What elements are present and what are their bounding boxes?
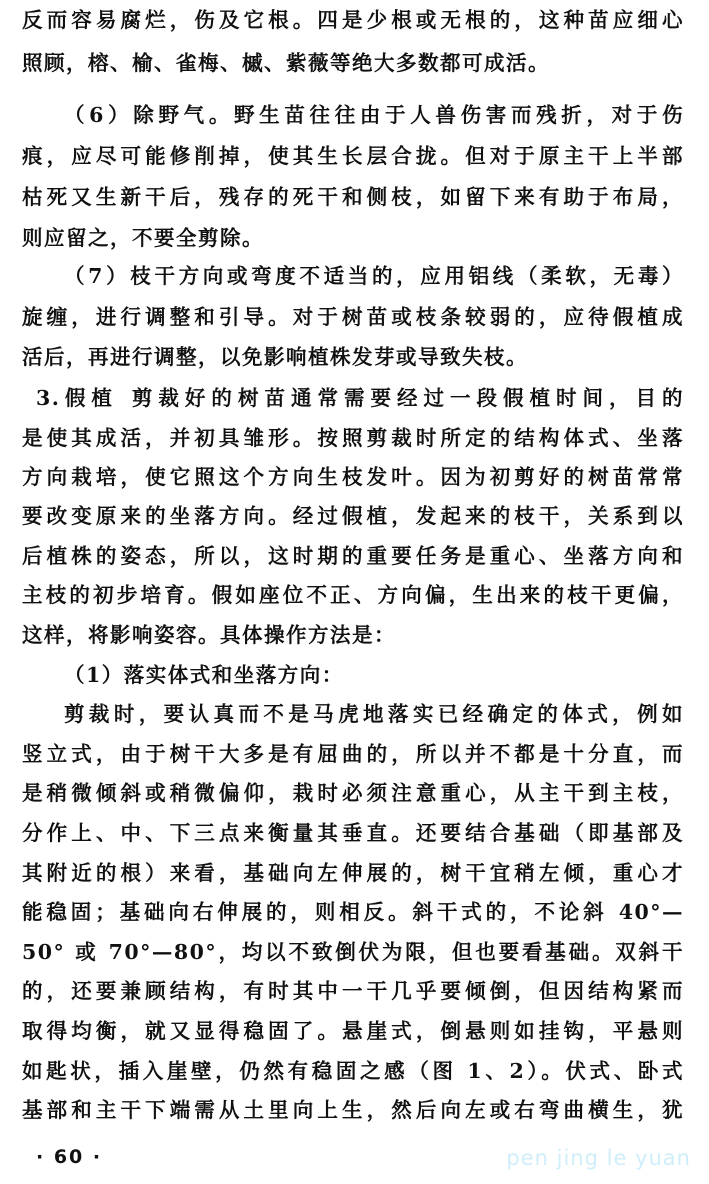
text-line: 竖立式，由于树干大多是有屈曲的，所以并不都是十分直，而 <box>22 742 684 766</box>
text-line: 分作上、中、下三点来衡量其垂直。还要结合基础（即基部及 <box>22 821 684 845</box>
text-line: 要改变原来的坐落方向。经过假植，发起来的枝干，关系到以 <box>22 504 684 528</box>
text-line: （6）除野气。野生苗往往由于人兽伤害而残折，对于伤 <box>64 103 684 127</box>
text-line: 后植株的姿态，所以，这时期的重要任务是重心、坐落方向和 <box>22 544 684 568</box>
text-line: 旋缠，进行调整和引导。对于树苗或枝条较弱的，应待假植成 <box>22 305 684 329</box>
text-line: 方向栽培，使它照这个方向生枝发叶。因为初剪好的树苗常常 <box>22 465 684 489</box>
text-line: 活后，再进行调整，以免影响植株发芽或导致失枝。 <box>22 345 528 369</box>
section-heading: 3.假植 <box>36 386 118 410</box>
text-line: 如匙状，插入崖壁，仍然有稳固之感（图 1、2）。伏式、卧式 <box>22 1059 684 1083</box>
text-line: 枯死又生新干后，残存的死干和侧枝，如留下来有助于布局， <box>22 185 684 209</box>
subheading-line: （1）落实体式和坐落方向： <box>64 663 344 687</box>
text-line: 的，还要兼顾结构，有时其中一干几乎要倾倒，但因结构紧而 <box>22 979 684 1003</box>
text-line: 是稍微倾斜或稍微偏仰，栽时必须注意重心，从主干到主枝， <box>22 781 684 805</box>
section-paragraph-start <box>36 381 684 415</box>
text-line: 这样，将影响姿容。具体操作方法是： <box>22 623 396 647</box>
text-line: 是使其成活，并初具雏形。按照剪裁时所定的结构体式、坐落 <box>22 426 684 450</box>
text-line: 基部和主干下端需从土里向上生，然后向左或右弯曲横生，犹 <box>22 1098 684 1122</box>
text-line: 能稳固；基础向右伸展的，则相反。斜干式的，不论斜 40°— <box>22 900 684 924</box>
page-number: · 60 · <box>36 1146 103 1168</box>
watermark: pen jing le yuan <box>506 1146 691 1170</box>
text-line: 照顾，榕、榆、雀梅、槭、紫薇等绝大多数都可成活。 <box>22 51 550 75</box>
text-line: 剪裁好的树苗通常需要经过一段假植时间，目的 <box>131 386 685 410</box>
text-line: 其附近的根）来看，基础向左伸展的，树干宜稍左倾，重心才 <box>22 861 684 885</box>
text-line: 剪裁时，要认真而不是马虎地落实已经确定的体式，例如 <box>64 702 684 726</box>
text-line: （7）枝干方向或弯度不适当的，应用铝线（柔软，无毒） <box>64 264 684 288</box>
text-line: 取得均衡，就又显得稳固了。悬崖式，倒悬则如挂钩，平悬则 <box>22 1019 684 1043</box>
text-line: 50° 或 70°—80°，均以不致倒伏为限，但也要看基础。双斜干 <box>22 940 684 964</box>
text-line: 反而容易腐烂，伤及它根。四是少根或无根的，这种苗应细心 <box>22 8 684 32</box>
text-line: 痕，应尽可能修削掉，使其生长层合拢。但对于原主干上半部 <box>22 144 684 168</box>
text-line: 则应留之，不要全剪除。 <box>22 226 264 250</box>
text-line: 主枝的初步培育。假如座位不正、方向偏，生出来的枝干更偏， <box>22 583 684 607</box>
